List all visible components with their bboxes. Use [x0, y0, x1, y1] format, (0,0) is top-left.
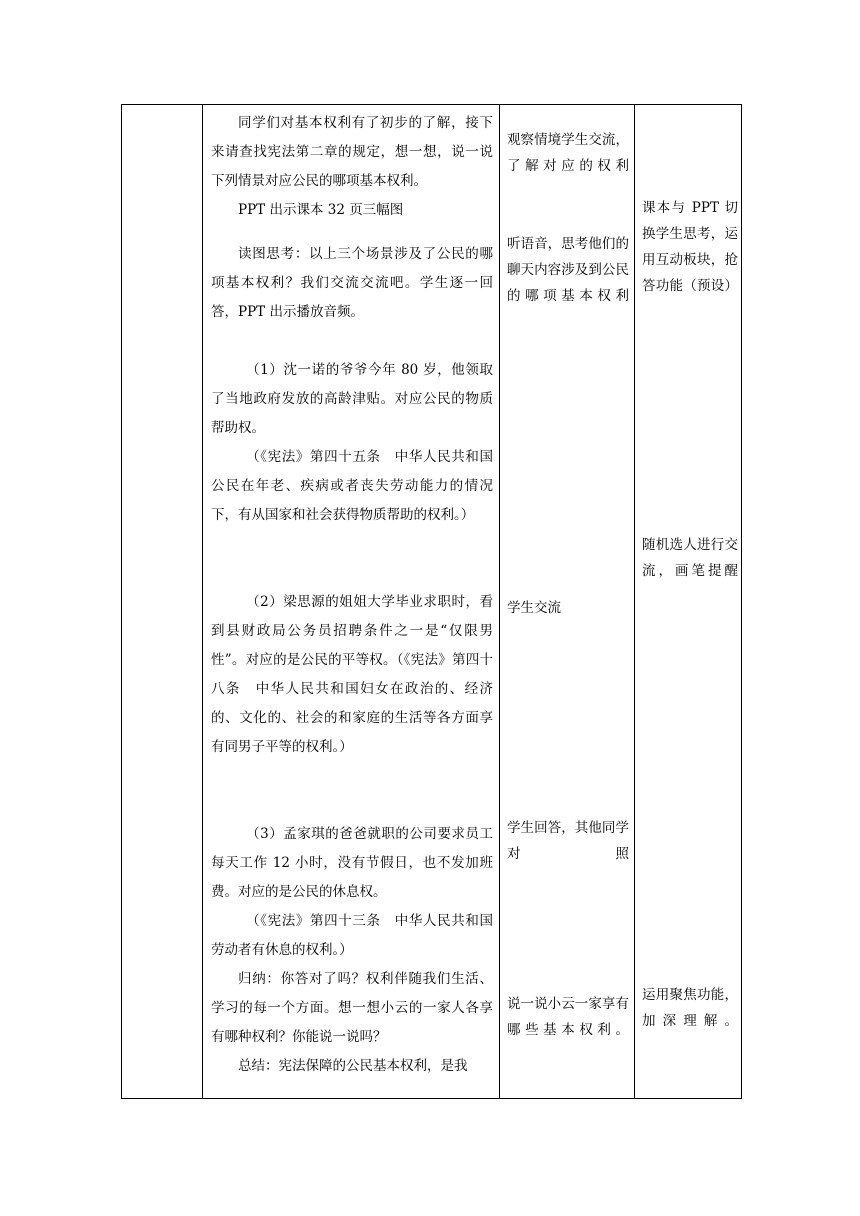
- paragraph-read-think: 读图思考：以上三个场景涉及了公民的哪项基本权利？我们交流交流吧。学生逐一回答，PPT 出示播放音频。: [211, 246, 493, 320]
- student-activity-4: 学生回答，其他同学对照: [507, 820, 629, 862]
- paragraph-intro: 同学们对基本权利有了初步的了解，接下来请查找宪法第二章的规定，想一想，说一说下列情景对应公民的哪项基本权利。: [211, 115, 493, 189]
- student-activity-3: 学生交流: [507, 600, 561, 616]
- design-note-3: 运用聚焦功能，加深理解。: [642, 987, 738, 1029]
- design-note-2: 随机选人进行交流，画笔提醒: [642, 537, 738, 579]
- paragraph-ppt-show: PPT 出示课本 32 页三幅图: [238, 202, 404, 218]
- blank-column-cell: [122, 105, 203, 1099]
- paragraph-summary-question: 归纳：你答对了吗？权利伴随我们生活、学习的每一个方面。想一想小云的一家人各享有哪种权利？你能说一说吗？: [211, 971, 493, 1045]
- paragraph-case-3: （3）孟家琪的爸爸就职的公司要求员工每天工作 12 小时，没有节假日，也不发加班费。对应的是公民的休息权。: [211, 826, 493, 900]
- paragraph-article-45: （《宪法》第四十五条 中华人民共和国公民在年老、疾病或者丧失劳动能力的情况下，有从国家和社会获得物质帮助的权利。）: [211, 449, 493, 523]
- lesson-plan-table: [121, 104, 742, 1099]
- teaching-process-cell: [203, 105, 500, 1099]
- student-activity-cell: [500, 105, 635, 1099]
- paragraph-case-2: （2）梁思源的姐姐大学毕业求职时，看到县财政局公务员招聘条件之一是“仅限男性”。对应的是公民的平等权。（《宪法》第四十八条 中华人民共和国妇女在政治的、经济的、文化的、社会的和家庭的生活等各方面享有同男子平等的权利。）: [211, 594, 493, 755]
- paragraph-case-1: （1）沈一诺的爷爷今年 80 岁，他领取了当地政府发放的高龄津贴。对应公民的物质帮助权。: [211, 362, 493, 436]
- design-intent-cell: [635, 105, 742, 1099]
- paragraph-conclusion: 总结：宪法保障的公民基本权利，是我: [238, 1058, 468, 1074]
- student-activity-2: 听语音，思考他们的聊天内容涉及到公民的哪项基本权利: [507, 236, 629, 304]
- student-activity-5: 说一说小云一家享有哪些基本权利。: [507, 996, 629, 1038]
- student-activity-1: 观察情境学生交流，了解对应的权利: [507, 132, 629, 174]
- design-note-1: 课本与 PPT 切换学生思考，运用互动板块，抢答功能（预设）: [642, 200, 738, 294]
- paragraph-article-43: （《宪法》第四十三条 中华人民共和国劳动者有休息的权利。）: [211, 913, 493, 958]
